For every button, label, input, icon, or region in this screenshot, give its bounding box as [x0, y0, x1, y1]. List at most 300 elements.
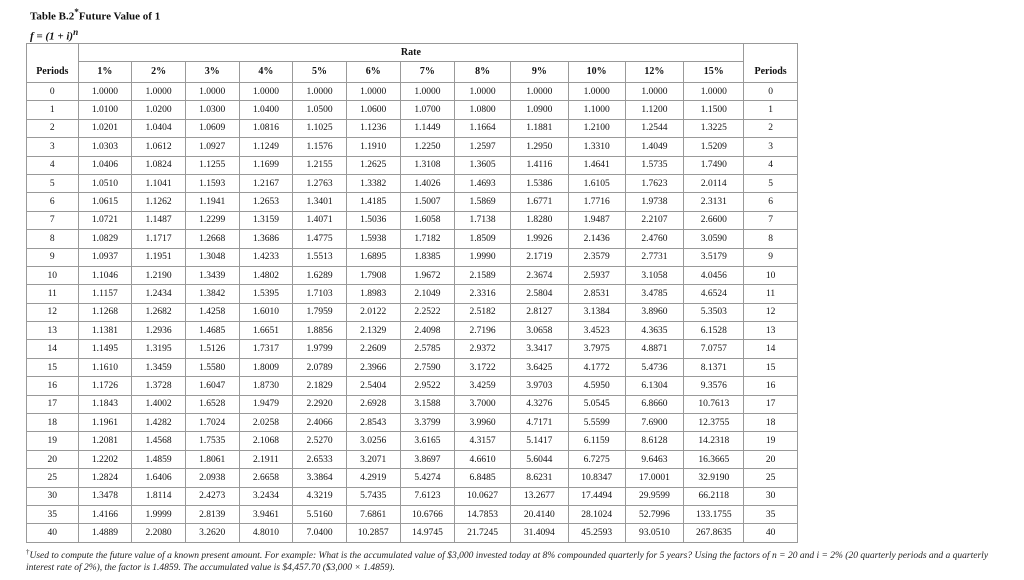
rate-header-cell: 2%: [132, 62, 186, 83]
factor-cell: 1.0824: [132, 156, 186, 174]
factor-cell: 2.6533: [293, 450, 347, 468]
factor-cell: 4.6524: [684, 285, 744, 303]
factor-cell: 5.6044: [510, 450, 568, 468]
table-row: [27, 138, 798, 156]
factor-cell: 1.3382: [346, 174, 400, 192]
factor-cell: 1.1249: [239, 138, 293, 156]
factor-cell: 1.5938: [346, 230, 400, 248]
period-cell-right: 40: [744, 524, 798, 542]
factor-cell: 2.2107: [625, 211, 684, 229]
period-cell-left: 6: [27, 193, 79, 211]
table-row: [27, 524, 798, 542]
factor-cell: 17.4494: [568, 487, 625, 505]
factor-cell: 1.7024: [185, 414, 239, 432]
factor-cell: 267.8635: [684, 524, 744, 542]
factor-cell: 1.1699: [239, 156, 293, 174]
factor-cell: 2.0114: [684, 174, 744, 192]
period-cell-right: 11: [744, 285, 798, 303]
factor-cell: 1.4185: [346, 193, 400, 211]
factor-cell: 1.0000: [568, 83, 625, 101]
factor-cell: 1.0816: [239, 119, 293, 137]
factor-cell: 1.8856: [293, 322, 347, 340]
table-row: [27, 432, 798, 450]
factor-cell: 3.1384: [568, 303, 625, 321]
factor-cell: 1.9479: [239, 395, 293, 413]
factor-cell: 1.4568: [132, 432, 186, 450]
factor-cell: 1.2202: [78, 450, 132, 468]
factor-cell: 52.7996: [625, 505, 684, 523]
footnote-mark: †: [26, 548, 30, 556]
factor-cell: 2.1436: [568, 230, 625, 248]
table-row: [27, 505, 798, 523]
rate-header-cell: 3%: [185, 62, 239, 83]
factor-cell: 1.0000: [293, 83, 347, 101]
factor-cell: 1.3842: [185, 285, 239, 303]
factor-cell: 1.2434: [132, 285, 186, 303]
factor-cell: 1.0612: [132, 138, 186, 156]
factor-cell: 7.6123: [400, 487, 455, 505]
rate-header-cell: 12%: [625, 62, 684, 83]
factor-cell: 1.4641: [568, 156, 625, 174]
factor-cell: 1.0201: [78, 119, 132, 137]
factor-cell: 2.1719: [510, 248, 568, 266]
period-cell-right: 8: [744, 230, 798, 248]
factor-cell: 1.2950: [510, 138, 568, 156]
rate-header-cell: 5%: [293, 62, 347, 83]
period-cell-right: 15: [744, 358, 798, 376]
factor-cell: 5.5599: [568, 414, 625, 432]
rate-corner-right: [744, 44, 798, 62]
period-cell-left: 15: [27, 358, 79, 376]
table-row: [27, 285, 798, 303]
table-number: Table B.2: [30, 10, 75, 23]
factor-cell: 1.3195: [132, 340, 186, 358]
factor-cell: 1.1236: [346, 119, 400, 137]
table-row: [27, 303, 798, 321]
period-cell-right: 19: [744, 432, 798, 450]
factor-cell: 29.9599: [625, 487, 684, 505]
factor-cell: 1.9738: [625, 193, 684, 211]
factor-cell: 3.7000: [455, 395, 511, 413]
factor-cell: 1.1951: [132, 248, 186, 266]
factor-cell: 20.4140: [510, 505, 568, 523]
factor-cell: 1.8509: [455, 230, 511, 248]
period-cell-right: 1: [744, 101, 798, 119]
period-cell-left: 1: [27, 101, 79, 119]
factor-cell: 1.6528: [185, 395, 239, 413]
factor-cell: 1.0000: [132, 83, 186, 101]
factor-cell: 1.0510: [78, 174, 132, 192]
factor-cell: 1.5007: [400, 193, 455, 211]
period-cell-left: 9: [27, 248, 79, 266]
factor-cell: 2.4273: [185, 487, 239, 505]
rate-header-cell: 15%: [684, 62, 744, 83]
factor-cell: 8.6231: [510, 469, 568, 487]
factor-cell: 1.3605: [455, 156, 511, 174]
period-cell-left: 10: [27, 266, 79, 284]
period-cell-right: 14: [744, 340, 798, 358]
factor-cell: 2.3316: [455, 285, 511, 303]
factor-cell: 2.1911: [239, 450, 293, 468]
title-mark: *: [74, 7, 79, 17]
factor-cell: 2.1589: [455, 266, 511, 284]
factor-cell: 1.9672: [400, 266, 455, 284]
factor-cell: 1.0000: [185, 83, 239, 101]
table-row: [27, 174, 798, 192]
factor-cell: 1.1500: [684, 101, 744, 119]
factor-cell: 3.2620: [185, 524, 239, 542]
factor-cell: 1.1495: [78, 340, 132, 358]
factor-cell: 1.4685: [185, 322, 239, 340]
factor-cell: 1.2190: [132, 266, 186, 284]
table-title: [30, 4, 160, 25]
factor-cell: 1.0000: [510, 83, 568, 101]
factor-cell: 2.5785: [400, 340, 455, 358]
factor-cell: 1.0400: [239, 101, 293, 119]
factor-cell: 1.4233: [239, 248, 293, 266]
factor-cell: 1.2299: [185, 211, 239, 229]
factor-cell: 2.6928: [346, 395, 400, 413]
factor-cell: 1.1262: [132, 193, 186, 211]
factor-cell: 1.0100: [78, 101, 132, 119]
factor-cell: 1.1961: [78, 414, 132, 432]
factor-cell: 1.1449: [400, 119, 455, 137]
factor-cell: 4.1772: [568, 358, 625, 376]
factor-cell: 3.1588: [400, 395, 455, 413]
factor-cell: 16.3665: [684, 450, 744, 468]
factor-cell: 1.5386: [510, 174, 568, 192]
period-cell-left: 20: [27, 450, 79, 468]
factor-cell: 1.8730: [239, 377, 293, 395]
factor-cell: 1.0700: [400, 101, 455, 119]
factor-cell: 1.2763: [293, 174, 347, 192]
factor-cell: 66.2118: [684, 487, 744, 505]
factor-cell: 1.0927: [185, 138, 239, 156]
factor-cell: 1.8114: [132, 487, 186, 505]
factor-cell: 1.2653: [239, 193, 293, 211]
factor-cell: 8.6128: [625, 432, 684, 450]
column-header-row: [27, 62, 798, 83]
factor-cell: 1.2544: [625, 119, 684, 137]
factor-cell: 14.2318: [684, 432, 744, 450]
period-cell-left: 3: [27, 138, 79, 156]
factor-cell: 2.0789: [293, 358, 347, 376]
period-cell-right: 13: [744, 322, 798, 340]
table-row: [27, 414, 798, 432]
period-cell-right: 35: [744, 505, 798, 523]
factor-cell: 2.3966: [346, 358, 400, 376]
period-cell-right: 3: [744, 138, 798, 156]
factor-cell: 4.5950: [568, 377, 625, 395]
factor-cell: 6.8485: [455, 469, 511, 487]
factor-cell: 2.8139: [185, 505, 239, 523]
factor-cell: 4.7171: [510, 414, 568, 432]
factor-cell: 2.5182: [455, 303, 511, 321]
factor-cell: 1.7103: [293, 285, 347, 303]
table-row: [27, 248, 798, 266]
factor-cell: 1.8061: [185, 450, 239, 468]
period-cell-right: 6: [744, 193, 798, 211]
factor-cell: 1.1593: [185, 174, 239, 192]
period-cell-right: 25: [744, 469, 798, 487]
periods-header-left: Periods: [27, 62, 79, 83]
factor-cell: 133.1755: [684, 505, 744, 523]
factor-cell: 8.1371: [684, 358, 744, 376]
factor-cell: 1.5126: [185, 340, 239, 358]
factor-cell: 5.5160: [293, 505, 347, 523]
factor-cell: 1.1041: [132, 174, 186, 192]
factor-cell: 3.1722: [455, 358, 511, 376]
period-cell-left: 35: [27, 505, 79, 523]
factor-cell: 6.1304: [625, 377, 684, 395]
factor-cell: 2.5404: [346, 377, 400, 395]
factor-cell: 1.0829: [78, 230, 132, 248]
factor-cell: 1.0200: [132, 101, 186, 119]
factor-cell: 1.3728: [132, 377, 186, 395]
factor-cell: 1.4071: [293, 211, 347, 229]
table-row: [27, 377, 798, 395]
factor-cell: 1.1726: [78, 377, 132, 395]
factor-cell: 10.2857: [346, 524, 400, 542]
factor-cell: 1.2668: [185, 230, 239, 248]
factor-cell: 1.4693: [455, 174, 511, 192]
factor-cell: 2.4098: [400, 322, 455, 340]
table-row: [27, 358, 798, 376]
factor-cell: 1.2936: [132, 322, 186, 340]
period-cell-right: 10: [744, 266, 798, 284]
factor-cell: 1.3159: [239, 211, 293, 229]
period-cell-right: 17: [744, 395, 798, 413]
factor-cell: 1.4889: [78, 524, 132, 542]
table-row: [27, 101, 798, 119]
factor-cell: 3.9960: [455, 414, 511, 432]
periods-header-right: Periods: [744, 62, 798, 83]
factor-cell: 1.8983: [346, 285, 400, 303]
factor-cell: 1.2167: [239, 174, 293, 192]
factor-cell: 1.2625: [346, 156, 400, 174]
factor-cell: 93.0510: [625, 524, 684, 542]
formula-exponent: n: [73, 26, 79, 37]
factor-cell: 2.6658: [239, 469, 293, 487]
table-body: [27, 83, 798, 543]
factor-cell: 4.8871: [625, 340, 684, 358]
factor-cell: 2.0938: [185, 469, 239, 487]
table-row: [27, 450, 798, 468]
factor-cell: 3.5179: [684, 248, 744, 266]
factor-cell: 1.4802: [239, 266, 293, 284]
factor-cell: 3.4523: [568, 322, 625, 340]
factor-cell: 1.4049: [625, 138, 684, 156]
rate-header-cell: 10%: [568, 62, 625, 83]
factor-cell: 1.4258: [185, 303, 239, 321]
factor-cell: 1.8009: [239, 358, 293, 376]
factor-cell: 1.3439: [185, 266, 239, 284]
factor-cell: 1.0721: [78, 211, 132, 229]
factor-cell: 6.1159: [568, 432, 625, 450]
factor-cell: 1.0609: [185, 119, 239, 137]
factor-cell: 3.7975: [568, 340, 625, 358]
factor-cell: 10.7613: [684, 395, 744, 413]
factor-cell: 1.2597: [455, 138, 511, 156]
factor-cell: 12.3755: [684, 414, 744, 432]
factor-cell: 3.9461: [239, 505, 293, 523]
factor-cell: 2.6600: [684, 211, 744, 229]
period-cell-right: 7: [744, 211, 798, 229]
factor-cell: 9.6463: [625, 450, 684, 468]
factor-cell: 4.2919: [346, 469, 400, 487]
table-row: [27, 322, 798, 340]
table-row: [27, 340, 798, 358]
period-cell-left: 18: [27, 414, 79, 432]
factor-cell: 1.1268: [78, 303, 132, 321]
factor-cell: 1.0000: [346, 83, 400, 101]
factor-cell: 4.3157: [455, 432, 511, 450]
factor-cell: 1.4166: [78, 505, 132, 523]
factor-cell: 1.2250: [400, 138, 455, 156]
table-title-block: [30, 4, 160, 43]
factor-cell: 1.0900: [510, 101, 568, 119]
period-cell-left: 2: [27, 119, 79, 137]
factor-cell: 1.1025: [293, 119, 347, 137]
table-row: [27, 266, 798, 284]
footnote-text: Used to compute the future value of a known present amount. For example: What is the accumulated value of $3,000 invested today at 8% compounded quarterly for 5 years? Using the factors of n = 20 and i = 2% (20 quarterly periods and a quarterly interest rate of 2%), the factor is 1.4859. The accumulated value is $4,457.70 ($3,000 × 1.4859).: [26, 551, 989, 574]
factor-cell: 7.0757: [684, 340, 744, 358]
factor-cell: 1.1200: [625, 101, 684, 119]
factor-cell: 1.7535: [185, 432, 239, 450]
rate-header-cell: 4%: [239, 62, 293, 83]
factor-cell: 21.7245: [455, 524, 511, 542]
factor-cell: 1.9926: [510, 230, 568, 248]
factor-cell: 3.1058: [625, 266, 684, 284]
factor-cell: 1.7908: [346, 266, 400, 284]
factor-cell: 1.4775: [293, 230, 347, 248]
factor-cell: 1.6047: [185, 377, 239, 395]
factor-cell: 1.1881: [510, 119, 568, 137]
factor-cell: 2.4066: [293, 414, 347, 432]
factor-cell: 1.0000: [78, 83, 132, 101]
factor-cell: 2.2522: [400, 303, 455, 321]
period-cell-left: 7: [27, 211, 79, 229]
factor-cell: 2.8543: [346, 414, 400, 432]
table-row: [27, 395, 798, 413]
factor-cell: 1.5036: [346, 211, 400, 229]
period-cell-right: 5: [744, 174, 798, 192]
table-row: [27, 469, 798, 487]
factor-cell: 1.1381: [78, 322, 132, 340]
factor-cell: 2.9372: [455, 340, 511, 358]
table-row: [27, 211, 798, 229]
factor-cell: 1.6651: [239, 322, 293, 340]
factor-cell: 1.0600: [346, 101, 400, 119]
factor-cell: 5.0545: [568, 395, 625, 413]
factor-cell: 1.0406: [78, 156, 132, 174]
factor-cell: 1.8385: [400, 248, 455, 266]
rate-header-cell: 9%: [510, 62, 568, 83]
factor-cell: 1.0000: [239, 83, 293, 101]
period-cell-left: 4: [27, 156, 79, 174]
factor-cell: 1.5735: [625, 156, 684, 174]
factor-cell: 1.3478: [78, 487, 132, 505]
factor-cell: 1.1664: [455, 119, 511, 137]
factor-cell: 9.3576: [684, 377, 744, 395]
factor-cell: 1.0000: [625, 83, 684, 101]
table-caption: Future Value of 1: [78, 10, 161, 23]
factor-cell: 45.2593: [568, 524, 625, 542]
factor-cell: 2.2080: [132, 524, 186, 542]
factor-cell: 1.4026: [400, 174, 455, 192]
factor-cell: 5.4736: [625, 358, 684, 376]
table-row: [27, 193, 798, 211]
rate-header-cell: 6%: [346, 62, 400, 83]
factor-cell: 2.1049: [400, 285, 455, 303]
factor-cell: 10.6766: [400, 505, 455, 523]
factor-cell: 5.4274: [400, 469, 455, 487]
factor-cell: 1.9799: [293, 340, 347, 358]
factor-cell: 1.1255: [185, 156, 239, 174]
factor-cell: 1.2155: [293, 156, 347, 174]
factor-cell: 4.6610: [455, 450, 511, 468]
factor-cell: 1.3225: [684, 119, 744, 137]
factor-cell: 3.3799: [400, 414, 455, 432]
factor-cell: 2.3579: [568, 248, 625, 266]
period-cell-left: 13: [27, 322, 79, 340]
factor-cell: 2.5937: [568, 266, 625, 284]
factor-cell: 1.2100: [568, 119, 625, 137]
factor-cell: 1.7490: [684, 156, 744, 174]
factor-cell: 2.7590: [400, 358, 455, 376]
factor-cell: 1.1157: [78, 285, 132, 303]
factor-cell: 1.0000: [684, 83, 744, 101]
factor-cell: 1.1610: [78, 358, 132, 376]
factor-cell: 2.2609: [346, 340, 400, 358]
period-cell-left: 8: [27, 230, 79, 248]
factor-cell: 1.0615: [78, 193, 132, 211]
factor-cell: 3.8960: [625, 303, 684, 321]
factor-cell: 3.2071: [346, 450, 400, 468]
factor-cell: 1.7623: [625, 174, 684, 192]
factor-cell: 1.4859: [132, 450, 186, 468]
factor-cell: 2.9522: [400, 377, 455, 395]
factor-cell: 3.2434: [239, 487, 293, 505]
factor-cell: 1.6105: [568, 174, 625, 192]
factor-cell: 3.6425: [510, 358, 568, 376]
rate-header-row: [27, 44, 798, 62]
factor-cell: 2.8127: [510, 303, 568, 321]
factor-cell: 2.1829: [293, 377, 347, 395]
factor-cell: 3.4259: [455, 377, 511, 395]
factor-cell: 1.1046: [78, 266, 132, 284]
factor-cell: 2.1329: [346, 322, 400, 340]
factor-cell: 13.2677: [510, 487, 568, 505]
factor-cell: 1.6289: [293, 266, 347, 284]
factor-cell: 2.8531: [568, 285, 625, 303]
factor-cell: 3.0658: [510, 322, 568, 340]
factor-cell: 28.1024: [568, 505, 625, 523]
factor-cell: 1.0404: [132, 119, 186, 137]
factor-cell: 1.5869: [455, 193, 511, 211]
factor-cell: 1.2081: [78, 432, 132, 450]
formula-text: f = (1 + i): [30, 30, 74, 43]
factor-cell: 1.4002: [132, 395, 186, 413]
period-cell-right: 16: [744, 377, 798, 395]
factor-cell: 2.0122: [346, 303, 400, 321]
period-cell-left: 5: [27, 174, 79, 192]
factor-cell: 1.6010: [239, 303, 293, 321]
formula: [30, 25, 160, 44]
period-cell-right: 9: [744, 248, 798, 266]
factor-cell: 2.5270: [293, 432, 347, 450]
factor-cell: 3.6165: [400, 432, 455, 450]
